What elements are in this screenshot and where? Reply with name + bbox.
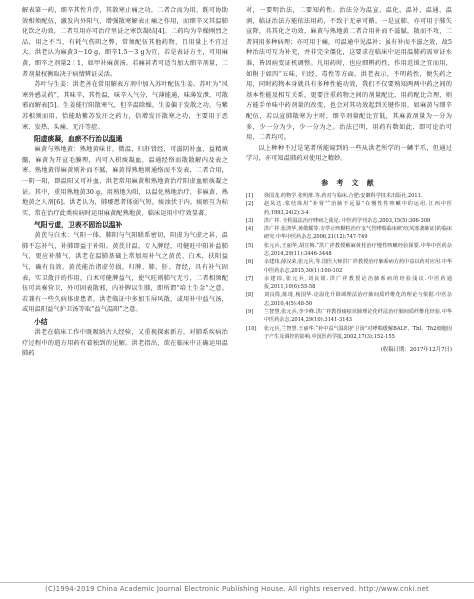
received-date: (收稿日期：2017年12月7日) [380,347,452,354]
paragraph: 苏叶与生姜：洪老善在常用解表方剂中加入苏叶配伍生姜。苏叶为“风寒外感灵药”，其味辛，其性温，味辛入气分，气薄能通，味薄发泄，可散邪而解表[5]。生姜能行阳散寒气，但辛温除燥，生姜偏于发散之功，与紫苏相须而用，恰能助紫苏发汗之药力，倍增发汗散寒之功，主要用于恶寒、发热、头痛、无汗等症。 [22,81,228,131]
reference-item: [9] 兰智慧,张元兵,李少峰.洪广祥教授痰瘀伏肺理论化纤法治疗肺间质纤维化经验.中华中医药杂志,2014,29(10):3141-3143 [246,309,452,324]
reference-item: [1] 徐国龙.药物学.张明淮.等.药对与临床.合肥:安徽科学技术出版社,2011. [246,192,423,199]
paragraph: 麻黄与熟地黄：熟地黄味甘，微温，归肝肾经，可滋阴补血、益精填髓，麻黄为开宣毛腠理，内可入积痰凝血，温通经络而散散解内及表之寒。熟地黄得麻黄则补而不腻，麻黄得熟地则通络而不发表，二者合用，一阴一阳，即温阳又可补血，洪老常用麻黄和熟地黄治疗阳虚血瘀痰凝之证。其中，重用熟地黄30 g，用熟地为阳，以温化熟地治疗，非麻黄、熟地黄之人剂[6]。洪老认为，肺痿患者体弱气短，痰浊伏于内，痰瘀互为标实，常在治疗此类疾病时运用麻黄配熟地黄，临床运用中疗效显著。 [22,146,228,217]
paragraph: 解表第一药，细辛其性升浮，其散寒止痛之功，二者合而为用，既可协助效相须配伍，激发内外阳气，增强散寒解表止痛之作用，而细辛又其温肺化饮之功效，二者互用亦可治疗里证之寒饮凝结[4]。二药均为辛燥刚烈之品，用之不当，有耗气伤阴之弊，常须配伍其他药物，且用量上不宜过大。洪老认为麻黄3～10 g，细辛1.5～3 g为宜，若是表证方主，可用麻黄，细辛之剂量2∶1，如甲补麻黄汤，若痛甚者可适当加大细辛剂量，二者剂量权衡取决于病情辨证灵活。 [22,7,228,78]
reference-item: [4] 洪广祥.张鸿华,黄敬耀等.专葶止咳颗粒治疗支气管哮喘临床研究(风寒袭肺证)的临床研究.中华中医药杂志,2006,21(12):747-749 [246,226,452,241]
references-heading: 参 考 文 献 [321,178,377,187]
left-column [22,6,228,360]
paragraph: 洪老在临床工作中既吸纳古人经验，又重视探索新方，对肺系疾病治疗过程中的遣方用药有着独到的见解。洪老指出，欲在临床中正确运用温肺药 [22,329,228,358]
section-heading: 小结 [34,318,48,327]
reference-item: [5] 张元兵,王丽华,胡宣梅.“洪广祥教授解麻黄桂治疗慢性咳嗽经验探要.中华中医药杂志,2014,29(11):3446-3448 [246,242,452,257]
paragraph: 以上种种不过是笔者所能窥到的一些从洪老所学的一鳞半爪，但通过学习，亦可知温肺药对使用之精妙。 [246,144,452,163]
right-column [246,6,452,353]
reference-item: [3] 洪广祥. 全程温法治疗哮病之我见. 中医药学刊杂志,2003,15(5):306-308 [246,217,431,224]
reference-item: [2] 赵凤达.浆结体用“补肾”“治肺不远温”在慢性性咳嗽中的运用.江西中医药,1993,24(2):3-4 [246,201,452,216]
references-list [246,192,452,341]
paragraph: 黄芪与白术：气阳一体，肺阳与气阳联系密切，阳虚为气虚之甚，温肺不忘补气，补肺即益于补阳。黄芪甘温，专入脾经，可健旺中阳补益肺气，更应补肺气，洪老在温肺基础上常加用补气之黄芪、白术，扶阳益气，确有良效。黄芪能治诸虚劳损，归脾、肺、肝、肾经，具有补气固表，实卫敛汗的作用，白术可健脾益气，使气旺则肺气无亏，二者相须配伍可共奏营卫，外可固表散邪，内补脾以生肺，即所谓“培土生金”之意。若兼有一些久病体虚患者，洪老临证中多加玉屏风散，或用补中益气汤，或用温阳益气护卫汤等取“益气温阳”之意。 [22,232,228,314]
copyright-footer: (C)1994-2019 China Academic Journal Electronic Publishing House. All rights reserved. http://www.cnki.net [45,585,429,593]
footer-divider [0,582,474,583]
reference-item: [7] 余建玮,张元兵,刘良徛.洪广祥教授论治肺系病的经验浅议.中医药通报,2011,10(6):55-58 [246,275,452,291]
section-heading: 气阳亏虚，卫表不固治以温补 [34,221,123,230]
section-heading: 阳虚痰凝，血瘀不行治以温通 [34,135,123,144]
reference-item: [10] 张元兵,兰智慧.王丽华.“补中益气温阳护卫汤”对哮喘缓解BALF、TbI、Th2细胞因子产生及调控的影响.中国医药学报,2002,17(3):152-155 [246,325,452,340]
paragraph: 对，一要明治法，二要知药性。治法分为温宣、温化、温补、温通、温润，临证治法方能依法用药，不致于无章可循。一是宣肺，亦可用于肺失宣降，具其化之功效，麻黄与熟地黄二者合用补而不滋腻，散而不攻，二者同用多种病理；亦可用于痛，可温通中见温补；虽有补而不滋之效，故5种治法可互为补充，并非完全僵化，这要求在临床中运用温肺药需审证水准，皆因病变证机调整。凡用药时，也应细辨药性，作用范围之宜而用，如附于如四“五味、归经、毒性等方面。洪老表示，不明药性，便失药之用，同时药物本身就具有多种性能功效，我们不仅要熟知两两中药之间的基本性能及相互关系，更要注重药物之间的剂量配比，用药配比合理，则方能手单味中药剂量的改变，也会对其功效起到关键作用，如麻黄与细辛配伍，若以宣肺散寒为主时，细辛剂量配比宜低，其麻黄剂量为一分为多，少一分为少，少一分为之。治法已明，用药有数如此，即可论治可用，二者均可。 [246,7,452,142]
reference-item: [6] 余建玮,薛汉荣,张元兵,等.国医大师洪广祥教授治疗肺系病方药中益以药对应用.中华中医药杂志,2015,30(1):100-102 [246,259,452,274]
reference-item: [8] 刘良徛,陈琦,杨国华.论温化升降调理法治疗肺间质纤维化的理论与依据.中医杂志,2010,4(5):48-50 [246,292,452,307]
